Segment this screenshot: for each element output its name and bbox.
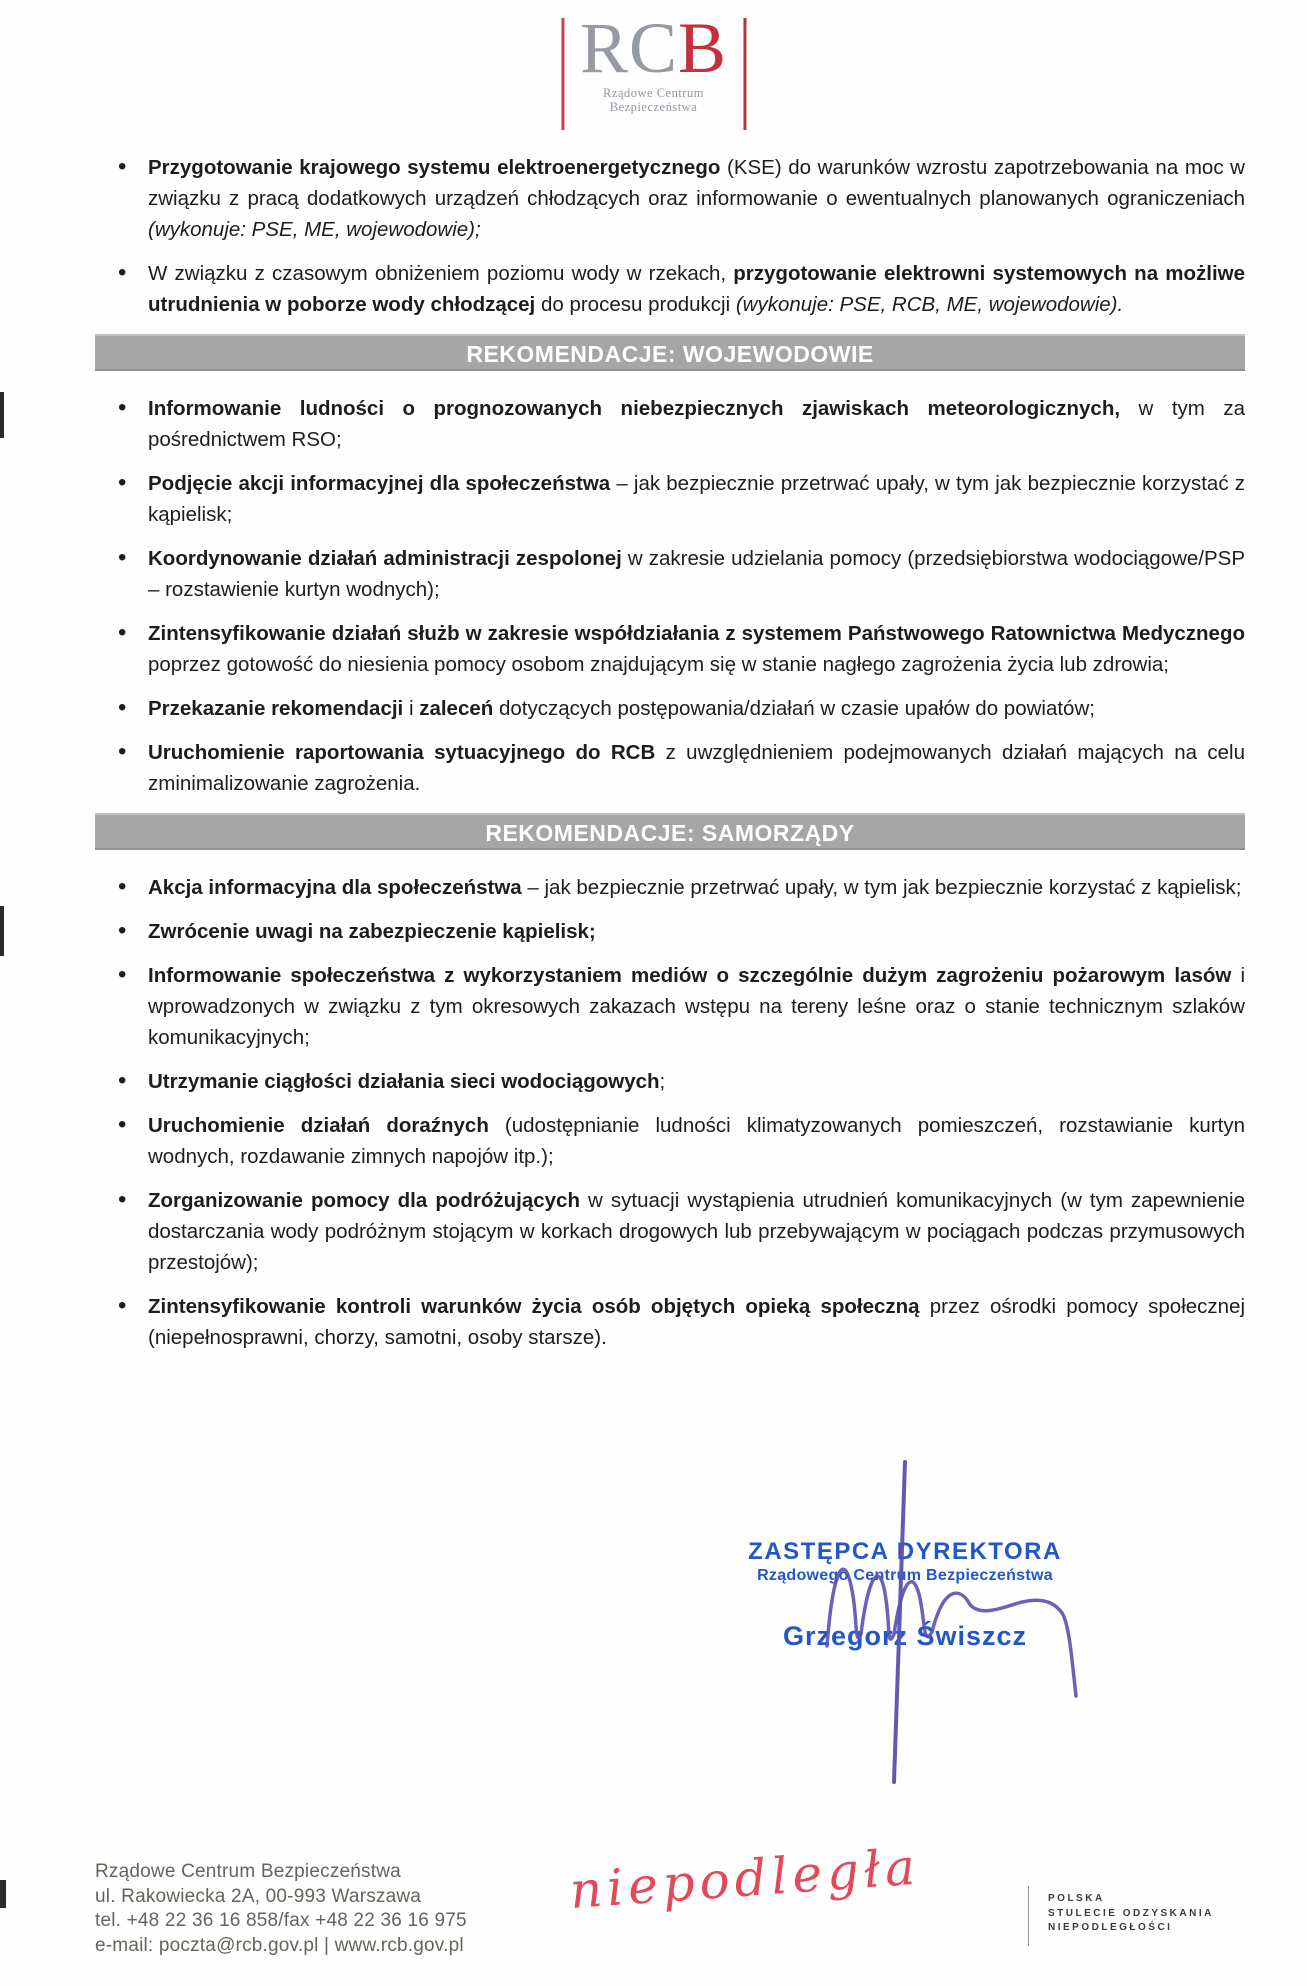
section-banner-wojewodowie: REKOMENDACJE: WOJEWODOWIE bbox=[95, 334, 1245, 371]
bullet-item bbox=[95, 872, 1245, 903]
scan-artifact bbox=[0, 392, 4, 438]
text-run: Akcja informacyjna dla społeczeństwa bbox=[148, 876, 522, 899]
text-run: i wprowadzonych w związku z tym okresowych zakazach wstępu na tereny leśne oraz o stanie technicznym szlaków komunikacyjnych; bbox=[148, 964, 1246, 1049]
text-run: W związku z czasowym obniżeniem poziomu wody w rzekach, bbox=[148, 262, 734, 285]
text-run: Uruchomienie działań doraźnych bbox=[148, 1114, 489, 1137]
text-run: zaleceń bbox=[419, 697, 494, 720]
text-run: Podjęcie akcji informacyjnej dla społeczeństwa bbox=[148, 472, 611, 495]
text-run: (KSE) do warunków wzrostu zapotrzebowania na moc w związku z pracą dodatkowych urządzeń chłodzących oraz informowanie o ewentualnych planowanych ograniczeniach bbox=[148, 156, 1245, 210]
bullet-item bbox=[95, 393, 1245, 455]
text-run: ; bbox=[659, 1070, 666, 1093]
caption-line2: STULECIE ODZYSKANIA bbox=[1048, 1907, 1214, 1919]
scan-artifact bbox=[0, 1880, 6, 1908]
bullet-item bbox=[95, 1185, 1245, 1278]
text-run: Zintensyfikowanie działań służb w zakresie współdziałania z systemem Państwowego Ratownictwa Medycznego bbox=[148, 622, 1245, 645]
section-banner-samorzady: REKOMENDACJE: SAMORZĄDY bbox=[95, 813, 1245, 850]
bullet-item bbox=[95, 737, 1245, 799]
text-run: do procesu produkcji bbox=[535, 293, 736, 316]
wojewodowie-bullet-list bbox=[95, 393, 1245, 799]
footer-contact-block bbox=[95, 1860, 467, 1958]
bullet-item bbox=[95, 960, 1245, 1053]
section-samorzady bbox=[95, 813, 1245, 1353]
footer-address: ul. Rakowiecka 2A, 00-993 Warszawa bbox=[95, 1885, 422, 1907]
text-run: przez ośrodki pomocy społecznej (niepełnosprawni, chorzy, samotni, osoby starsze). bbox=[148, 1295, 1246, 1349]
intro-bullet-list bbox=[95, 152, 1245, 320]
bullet-item bbox=[95, 1110, 1245, 1172]
logo-subtitle-line1: Rządowe Centrum bbox=[603, 86, 704, 100]
text-run: Informowanie ludności o prognozowanych niebezpiecznych zjawiskach meteorologicznych, bbox=[148, 397, 1121, 420]
logo-center bbox=[579, 8, 728, 132]
logo-subtitle-line2: Bezpieczeństwa bbox=[609, 100, 698, 114]
bullet-item bbox=[95, 543, 1245, 605]
text-run: z uwzględnieniem podejmowanych działań mających na celu zminimalizowanie zagrożenia. bbox=[148, 741, 1245, 795]
text-run: Uruchomienie raportowania sytuacyjnego do RCB bbox=[148, 741, 656, 764]
text-run: Informowanie społeczeństwa z wykorzystaniem mediów o szczególnie dużym zagrożeniu pożarowym lasów bbox=[148, 964, 1232, 987]
text-run: Przekazanie rekomendacji bbox=[148, 697, 404, 720]
document-body bbox=[95, 152, 1245, 1366]
signature-org: Rządowego Centrum Bezpieczeństwa bbox=[757, 1567, 1053, 1584]
text-run: w sytuacji wystąpienia utrudnień komunikacyjnych (w tym zapewnienie dostarczania wody podróżnym stojącym w korkach drogowych lub przebywającym w pociągach podczas przymusowych przestojów); bbox=[148, 1189, 1245, 1274]
caption-line3: NIEPODLEGŁOŚCI bbox=[1048, 1922, 1173, 1933]
text-run: dotyczących postępowania/działań w czasie upałów do powiatów; bbox=[493, 697, 1095, 720]
bullet-item bbox=[95, 916, 1245, 947]
bullet-item bbox=[95, 1291, 1245, 1353]
footer-phone: tel. +48 22 36 16 858/fax +48 22 36 16 975 bbox=[95, 1910, 467, 1931]
bullet-item bbox=[95, 258, 1245, 320]
logo-acronym bbox=[579, 8, 728, 88]
signature-name: Grzegorz Świszcz bbox=[782, 1621, 1028, 1651]
text-run: Zintensyfikowanie kontroli warunków życia osób objętych opieką społeczną bbox=[148, 1295, 920, 1318]
bullet-item bbox=[95, 618, 1245, 680]
logo-right-bar bbox=[743, 18, 746, 130]
text-run: (wykonuje: PSE, RCB, ME, wojewodowie). bbox=[735, 293, 1124, 316]
text-run: Koordynowanie działań administracji zespolonej bbox=[148, 547, 622, 570]
text-run: przygotowanie elektrowni systemowych na możliwe utrudnienia w poborze wody chłodzącej bbox=[148, 262, 1246, 316]
rcb-logo bbox=[561, 8, 746, 132]
bullet-item bbox=[95, 1066, 1245, 1097]
text-run: w zakresie udzielania pomocy (przedsiębiorstwa wodociągowe/PSP – rozstawienie kurtyn wodnych); bbox=[148, 547, 1246, 601]
text-run: Przygotowanie krajowego systemu elektroenergetycznego bbox=[148, 156, 721, 179]
section-wojewodowie bbox=[95, 334, 1245, 799]
bullet-item bbox=[95, 693, 1245, 724]
text-run: w tym za pośrednictwem RSO; bbox=[148, 397, 1245, 451]
signature-block bbox=[690, 1538, 1120, 1651]
text-run: – jak bezpiecznie przetrwać upały, w tym jak bezpiecznie korzystać z kąpielisk; bbox=[148, 472, 1246, 526]
bullet-item bbox=[95, 468, 1245, 530]
logo-subtitle bbox=[603, 86, 704, 114]
footer-divider-line bbox=[1028, 1886, 1029, 1946]
niepodlegla-script-logo: niepodległa bbox=[567, 1837, 922, 1920]
bullet-item bbox=[95, 152, 1245, 245]
text-run: (udostępnianie ludności klimatyzowanych pomieszczeń, rozstawianie kurtyn wodnych, rozdawanie zimnych napojów itp.); bbox=[148, 1114, 1245, 1168]
signature-title: ZASTĘPCA DYREKTORA bbox=[748, 1538, 1062, 1565]
logo-acronym-red: B bbox=[678, 8, 728, 88]
text-run: Zorganizowanie pomocy dla podróżujących bbox=[148, 1189, 580, 1212]
text-run: Zwrócenie uwagi na zabezpieczenie kąpielisk; bbox=[148, 920, 596, 943]
text-run: (wykonuje: PSE, ME, wojewodowie); bbox=[148, 218, 481, 241]
samorzady-bullet-list bbox=[95, 872, 1245, 1353]
text-run: i bbox=[403, 697, 420, 720]
text-run: – jak bezpiecznie przetrwać upały, w tym jak bezpiecznie korzystać z kąpielisk; bbox=[521, 876, 1242, 899]
text-run: Utrzymanie ciągłości działania sieci wodociągowych bbox=[148, 1070, 660, 1093]
logo-left-bar bbox=[561, 18, 564, 130]
footer-org: Rządowe Centrum Bezpieczeństwa bbox=[95, 1861, 401, 1882]
niepodlegla-caption-block bbox=[1048, 1892, 1214, 1936]
footer-email-web: e-mail: poczta@rcb.gov.pl | www.rcb.gov.pl bbox=[95, 1934, 464, 1956]
caption-line1: POLSKA bbox=[1048, 1893, 1105, 1904]
text-run: poprzez gotowość do niesienia pomocy osobom znajdującym się w stanie nagłego zagrożenia życia lub zdrowia; bbox=[148, 653, 1170, 676]
scan-artifact bbox=[0, 906, 4, 956]
logo-acronym-gray: RC bbox=[579, 8, 679, 88]
